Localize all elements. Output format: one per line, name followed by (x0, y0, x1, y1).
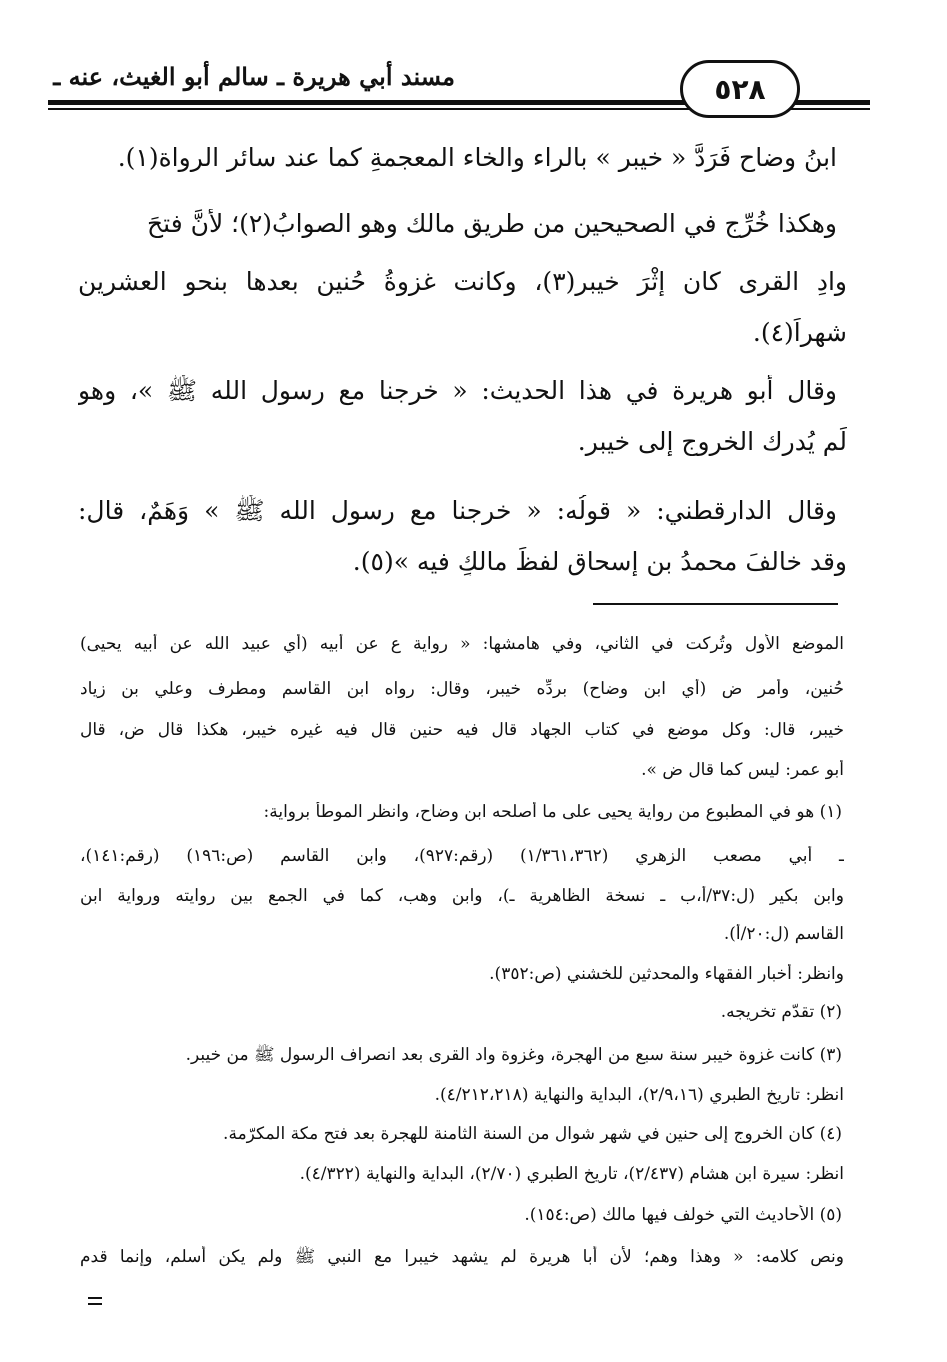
footnote-line: أبو عمر: ليس كما قال ض ». (641, 760, 844, 780)
body-line: وادِ القرى كان إثْرَ خيبر(٣)، وكانت غزوةُ حُنين بعدها بنحوِ العشرين (78, 267, 847, 296)
footnote-separator (593, 603, 838, 605)
footnote-line: ـ أبي مصعب الزهري (١/٣٦١،٣٦٢) (رقم:٩٢٧)، وابن القاسم (ص:١٩٦) (رقم:١٤١)، (80, 846, 844, 866)
page-number-badge (680, 60, 800, 118)
running-header-title: مسند أبي هريرة ـ سالم أبو الغيث، عنه ـ (53, 62, 455, 91)
footnote-line: وانظر: أخبار الفقهاء والمحدثين للخشني (ص:٣٥٢). (489, 964, 844, 984)
body-line: وهكذا خُرِّج في الصحيحين من طريق مالك وهو الصوابُ(٢)؛ لأنَّ فتحَ (147, 209, 837, 238)
footnote-line: خيبر، قال: وكل موضع في كتاب الجهاد قال فيه حنين قال فيه غيره خيبر، هكذا قال ض، قال (80, 720, 844, 740)
body-line: شهراً(٤). (752, 318, 847, 347)
footnote-line: انظر: سيرة ابن هشام (٢/٤٣٧)، تاريخ الطبري (٢/٧٠)، البداية والنهاية (٤/٣٢٢). (299, 1164, 844, 1184)
footnote-line: (٢) تقدّم تخريجه. (720, 1002, 842, 1022)
footnote-line: انظر: تاريخ الطبري (٢/٩،١٦)، البداية والنهاية (٤/٢١٢،٢١٨). (434, 1085, 844, 1105)
footnote-line: (١) هو في المطبوع من رواية يحيى على ما أصلحه ابن وضاح، وانظر الموطأ برواية: (263, 802, 842, 822)
body-line: وقال أبو هريرة في هذا الحديث: « خرجنا مع رسول الله ﷺ »، وهو (78, 376, 837, 405)
footnote-line: القاسم (ل:٢٠/أ). (723, 924, 844, 944)
footnote-line: (٣) كانت غزوة خيبر سنة سبع من الهجرة، وغزوة واد القرى بعد انصراف الرسول ﷺ من خيبر. (185, 1045, 842, 1065)
body-line: لَم يُدرِك الخروج إلى خيبر. (577, 427, 847, 456)
continuation-mark (88, 1297, 102, 1299)
body-line: ابنُ وضاح فَرَدَّ « خيبر » بالراء والخاء المعجمةِ كما عند سائرِ الرواة(١). (117, 143, 837, 172)
footnote-line: ونص كلامه: « وهذا وهم؛ لأن أبا هريرة لم يشهد خيبرا مع النبي ﷺ ولم يكن أسلم، وإنما قدم (80, 1247, 844, 1267)
footnote-line: (٥) الأحاديث التي خولف فيها مالك (ص:١٥٤). (524, 1205, 842, 1225)
footnote-line: الموضع الأول وتُركت في الثاني، وفي هامشها: « رواية ع عن أبيه (أي عبيد الله عن أبيه يحيى) (80, 634, 844, 654)
continuation-mark (88, 1303, 102, 1305)
body-line: وقد خالفَ محمدُ بن إسحاق لفظَ مالكٍ فيه »(٥). (352, 547, 847, 576)
footnote-line: وابن بكير (ل:٣٧/أ،ب ـ نسخة الظاهرية ـ)، وابن وهب، كما في الجمع بين روايته ورواية ابن (80, 886, 844, 906)
page-number: ٥٢٨ (714, 72, 766, 106)
footnote-line: (٤) كان الخروج إلى حنين في شهر شوال من السنة الثامنة للهجرة بعد فتح مكة المكرّمة. (223, 1124, 842, 1144)
body-line: وقال الدارقطني: « قولُه: « خرجنا مع رسول الله ﷺ » وَهَمٌ، قال: (78, 496, 837, 525)
footnote-line: حُنين، وأمر ض (أي ابن وضاح) بردِّه خيبر، وقال: رواه ابن القاسم ومطرف وعلي بن زياد (80, 679, 844, 699)
